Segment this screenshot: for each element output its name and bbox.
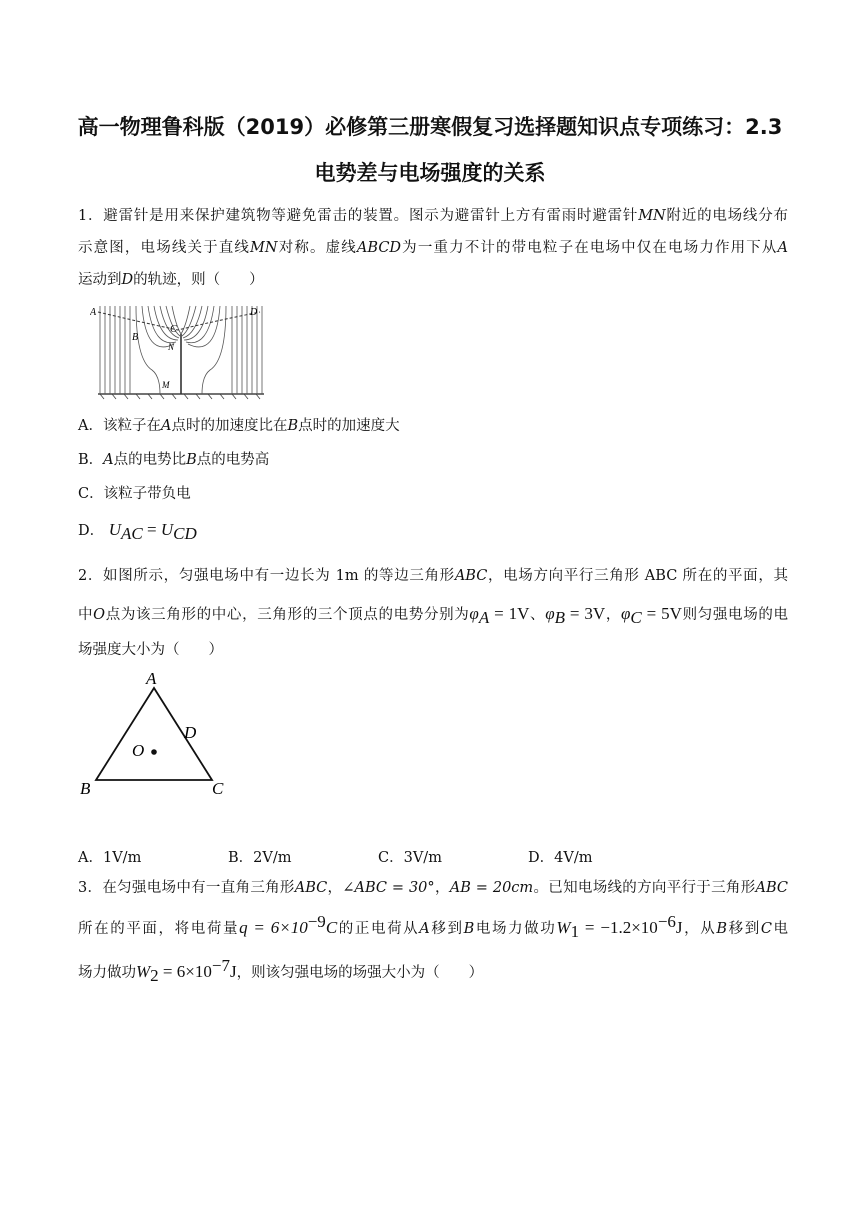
page-title-line2: 电势差与电场强度的关系	[314, 161, 546, 185]
q2-fig-label-o: O	[132, 741, 145, 760]
q2-option-b[interactable]: B．2V/m	[228, 850, 292, 866]
q1-fig-label-b: B	[132, 332, 139, 343]
q2-fig-label-c: C	[212, 779, 224, 798]
q1-stem-line2: 示意图，电场线关于直线MN对称。虚线ABCD为一重力不计的带电粒子在电场中仅在电场力作用下从A	[78, 240, 789, 256]
q1-fig-label-d: D	[250, 307, 258, 318]
q1-field-figure	[90, 300, 270, 402]
q1-option-d[interactable]: D． $U_{AC} = U_{CD}$	[78, 520, 197, 543]
q1-fig-label-a: A	[90, 307, 97, 318]
q2-stem-line3: 场强度大小为（ ）	[78, 642, 223, 658]
page-title-line1: 高一物理鲁科版（2019）必修第三册寒假复习选择题知识点专项练习：2.3	[77, 115, 783, 139]
q2-stem-line2: 中O点为该三角形的中心，三角形的三个顶点的电势分别为$\varphi_A = 1V$、$\varphi_B = 3V$，$\varphi_C = 5V$则匀强电场的电	[78, 604, 789, 627]
q1-option-a[interactable]: A．该粒子在A点时的加速度比在B点时的加速度大	[78, 418, 400, 434]
q1-option-c[interactable]: C．该粒子带负电	[78, 486, 191, 502]
q2-fig-label-b: B	[80, 779, 91, 798]
q2-fig-label-a: A	[146, 669, 157, 688]
q1-fig-label-m: M	[162, 380, 170, 390]
q2-option-c[interactable]: C．3V/m	[378, 850, 442, 866]
q3-stem-line3: 场力做功$W_2 = 6\times 10^{-7}J$，则该匀强电场的场强大小为（ ）	[78, 956, 484, 985]
q1-stem-line1: 1．避雷针是用来保护建筑物等避免雷击的装置。图示为避雷针上方有雷雨时避雷针MN附近的电场线分布	[78, 208, 788, 224]
q2-option-a[interactable]: A．1V/m	[78, 850, 142, 866]
q2-option-d[interactable]: D．4V/m	[528, 850, 593, 866]
q1-stem-line3: 运动到D的轨迹，则（ ）	[78, 272, 264, 288]
q3-stem-line1: 3．在匀强电场中有一直角三角形ABC，∠ABC = 30°，AB = 20cm。已知电场线的方向平行于三角形ABC	[78, 880, 788, 896]
q3-stem-line2: 所在的平面，将电荷量$q = 6\times 10^{-9}C$的正电荷从A移到B电场力做功$W_1 = -1.2\times 10^{-6}J$，从B移到C电	[78, 912, 789, 941]
q1-fig-label-n: N	[168, 342, 175, 352]
q2-triangle-figure	[74, 666, 244, 802]
q1-option-b[interactable]: B．A点的电势比B点的电势高	[78, 452, 270, 468]
q1-fig-label-c: C	[170, 324, 177, 335]
q2-stem-line1: 2．如图所示，匀强电场中有一边长为 1m 的等边三角形ABC，电场方向平行三角形 ABC 所在的平面，其	[78, 568, 788, 584]
q2-fig-label-d: D	[184, 723, 197, 742]
